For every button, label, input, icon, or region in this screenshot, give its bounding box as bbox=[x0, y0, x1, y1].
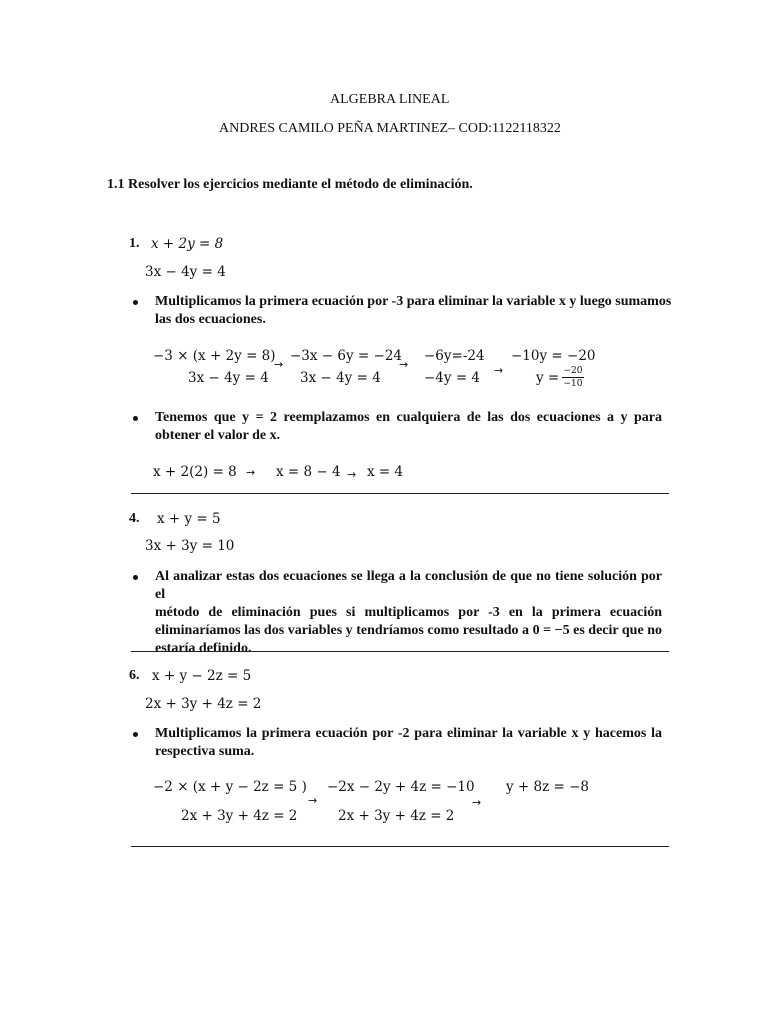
arrow-icon: → bbox=[494, 364, 504, 377]
p1-step4b: y = bbox=[536, 370, 560, 386]
divider bbox=[131, 846, 669, 847]
p1-step3a: −6y=-24 bbox=[424, 348, 485, 364]
p1-result3: x = 4 bbox=[367, 464, 404, 480]
problem4-eq1: x + y = 5 bbox=[157, 511, 221, 527]
problem1-number: 1. bbox=[129, 236, 140, 251]
p6-step1a: −2 × (x + y − 2z = 5 ) bbox=[153, 779, 307, 795]
document-title: ALGEBRA LINEAL bbox=[330, 92, 450, 107]
problem1-eq1: x + 2y = 8 bbox=[151, 236, 224, 252]
p1-step2b: 3x − 4y = 4 bbox=[300, 370, 381, 386]
arrow-icon: → bbox=[246, 466, 256, 479]
p1-fraction-numerator: −20 bbox=[563, 366, 583, 376]
p6-step2a: −2x − 2y + 4z = −10 bbox=[327, 779, 475, 795]
p6-step3a: y + 8z = −8 bbox=[506, 779, 590, 795]
arrow-icon: → bbox=[347, 468, 357, 481]
p1-fraction-denominator: −10 bbox=[563, 379, 583, 389]
bullet-dot bbox=[133, 416, 138, 421]
problem6-bullet-line2: respectiva suma. bbox=[155, 744, 255, 759]
p1-step1b: 3x − 4y = 4 bbox=[188, 370, 269, 386]
problem4-bullet-line3: eliminaríamos las dos variables y tendríamos como resultado a 0 = −5 es decir que no bbox=[155, 623, 662, 638]
author-line: ANDRES CAMILO PEÑA MARTINEZ– COD:1122118322 bbox=[219, 121, 561, 136]
problem1-eq2: 3x − 4y = 4 bbox=[145, 264, 226, 280]
p6-step1b: 2x + 3y + 4z = 2 bbox=[181, 808, 298, 824]
problem1-bullet2-line2: obtener el valor de x. bbox=[155, 428, 281, 443]
problem4-bullet-line4: estaría definido. bbox=[155, 641, 252, 656]
section-heading: 1.1 Resolver los ejercicios mediante el método de eliminación. bbox=[107, 177, 473, 192]
problem4-number: 4. bbox=[129, 511, 140, 526]
problem6-bullet-line1: Multiplicamos la primera ecuación por -2 para eliminar la variable x y hacemos la bbox=[155, 726, 662, 741]
problem1-bullet2-line1: Tenemos que y = 2 reemplazamos en cualquiera de las dos ecuaciones a y para bbox=[155, 410, 662, 425]
problem4-bullet-line1: Al analizar estas dos ecuaciones se llega a la conclusión de que no tiene solución por el bbox=[155, 569, 662, 602]
problem6-bullet bbox=[155, 725, 662, 761]
problem6-number: 6. bbox=[129, 668, 140, 683]
bullet-dot bbox=[133, 300, 138, 305]
problem1-bullet1-line2: las dos ecuaciones. bbox=[155, 312, 266, 327]
p1-step2a: −3x − 6y = −24 bbox=[290, 348, 403, 364]
bullet-dot bbox=[133, 732, 138, 737]
p1-step3b: −4y = 4 bbox=[424, 370, 481, 386]
arrow-icon: → bbox=[399, 358, 409, 371]
p1-fraction bbox=[562, 366, 584, 389]
p1-result1: x + 2(2) = 8 bbox=[153, 464, 237, 480]
p1-result2: x = 8 − 4 bbox=[276, 464, 341, 480]
problem6-eq1: x + y − 2z = 5 bbox=[152, 668, 252, 684]
problem6-eq2: 2x + 3y + 4z = 2 bbox=[145, 696, 262, 712]
arrow-icon: → bbox=[472, 796, 482, 809]
p1-step1a: −3 × (x + 2y = 8) bbox=[153, 348, 276, 364]
p6-step2b: 2x + 3y + 4z = 2 bbox=[338, 808, 455, 824]
bullet-dot bbox=[133, 575, 138, 580]
problem4-bullet bbox=[155, 568, 662, 658]
problem1-bullet2 bbox=[155, 409, 662, 445]
divider bbox=[131, 651, 669, 652]
problem4-bullet-line2: método de eliminación pues si multiplicamos por -3 en la primera ecuación bbox=[155, 605, 662, 620]
arrow-icon: → bbox=[274, 358, 284, 371]
divider bbox=[131, 493, 669, 494]
p1-step4a: −10y = −20 bbox=[511, 348, 596, 364]
problem4-eq2: 3x + 3y = 10 bbox=[145, 538, 235, 554]
arrow-icon: → bbox=[308, 794, 318, 807]
problem1-bullet1-line1: Multiplicamos la primera ecuación por -3 para eliminar la variable x y luego sumamos bbox=[155, 294, 672, 309]
